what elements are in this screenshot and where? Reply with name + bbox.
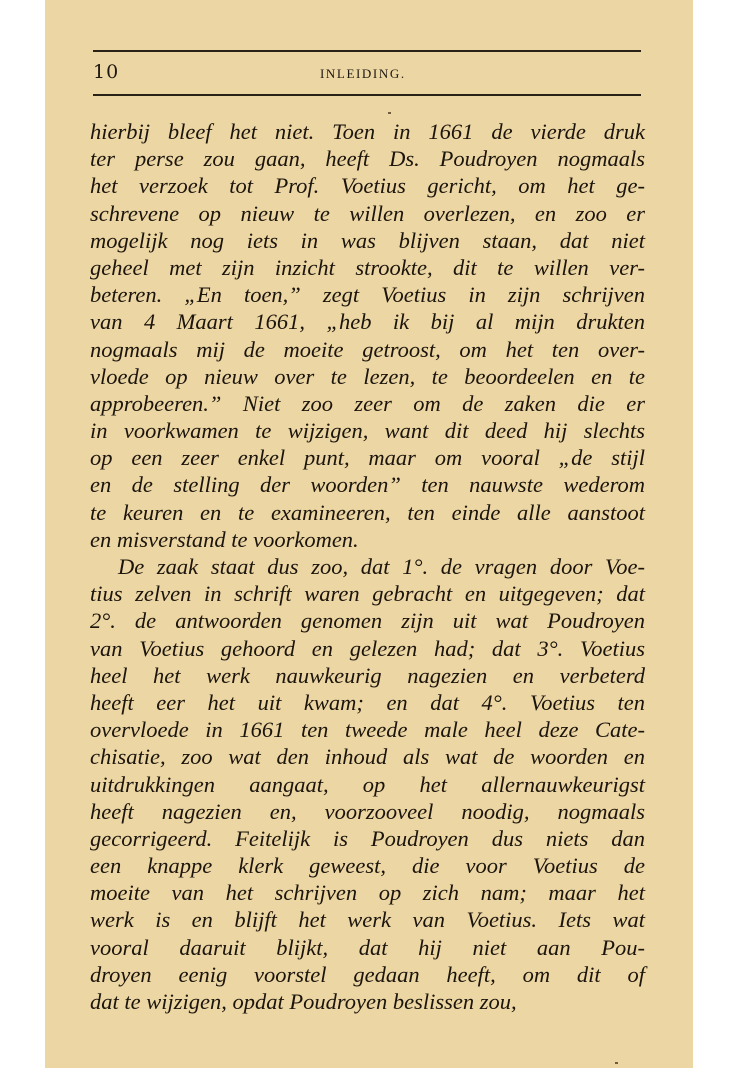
text-line: gecorrigeerd. Feitelijk is Poudroyen dus niets dan [90,825,645,851]
body-text [90,118,645,1015]
running-head: INLEIDING. [320,66,406,81]
book-page [45,0,693,1068]
header-bottom-rule [93,94,641,96]
text-line: te keuren en te examineeren, ten einde alle aanstoot [90,499,645,525]
text-line: beteren. „En toen,” zegt Voetius in zijn schrijven [90,282,645,308]
text-line: chisatie, zoo wat den inhoud als wat de woorden en [90,744,645,770]
text-line: schrevene op nieuw te willen overlezen, en zoo er [90,200,645,226]
page-number: 10 [93,61,120,83]
text-line: het verzoek tot Prof. Voetius gericht, om het ge- [90,173,645,199]
text-line: overvloede in 1661 ten tweede male heel deze Cate- [90,717,645,743]
text-line: hierbij bleef het niet. Toen in 1661 de vierde druk [90,119,645,144]
text-line: en misverstand te voorkomen. [90,526,359,552]
text-line: vooral daaruit blijkt, dat hij niet aan Pou- [90,934,645,960]
text-line: heeft nagezien en, voorzooveel noodig, nogmaals [90,798,645,824]
header-top-rule [93,50,641,52]
text-line: De zaak staat dus zoo, dat 1°. de vragen door Voe- [118,554,645,579]
text-line: werk is en blijft het werk van Voetius. Iets wat [90,907,645,933]
print-speck [615,1062,618,1064]
text-line: van 4 Maart 1661, „heb ik bij al mijn drukten [90,309,645,335]
print-speck [388,112,391,114]
text-line: mogelijk nog iets in was blijven staan, dat niet [90,227,645,253]
text-line: heel het werk nauwkeurig nagezien en verbeterd [90,662,645,688]
text-line: in voorkwamen te wijzigen, want dit deed hij slechts [90,418,645,444]
text-line: nogmaals mij de moeite getroost, om het ten over- [90,336,645,362]
text-line: van Voetius gehoord en gelezen had; dat 3°. Voetius [90,635,645,661]
text-line: vloede op nieuw over te lezen, te beoordeelen en te [90,363,645,389]
text-line: droyen eenig voorstel gedaan heeft, om dit of [90,961,645,987]
text-line: dat te wijzigen, opdat Poudroyen beslissen zou, [90,989,517,1014]
text-line: approbeeren.” Niet zoo zeer om de zaken die er [90,390,645,416]
text-line: uitdrukkingen aangaat, op het allernauwkeurigst [90,771,645,797]
text-line: tius zelven in schrift waren gebracht en uitgegeven; dat [90,581,645,607]
text-line: een knappe klerk geweest, die voor Voetius de [90,853,645,879]
text-line: ter perse zou gaan, heeft Ds. Poudroyen nogmaals [90,146,645,172]
text-line: geheel met zijn inzicht strookte, dit te willen ver- [90,254,645,280]
text-line: heeft eer het uit kwam; en dat 4°. Voetius ten [90,689,645,715]
text-line: op een zeer enkel punt, maar om vooral „de stijl [90,445,645,471]
text-line: moeite van het schrijven op zich nam; maar het [90,880,645,906]
text-line: 2°. de antwoorden genomen zijn uit wat Poudroyen [90,608,645,634]
text-line: en de stelling der woorden” ten nauwste wederom [90,472,645,498]
